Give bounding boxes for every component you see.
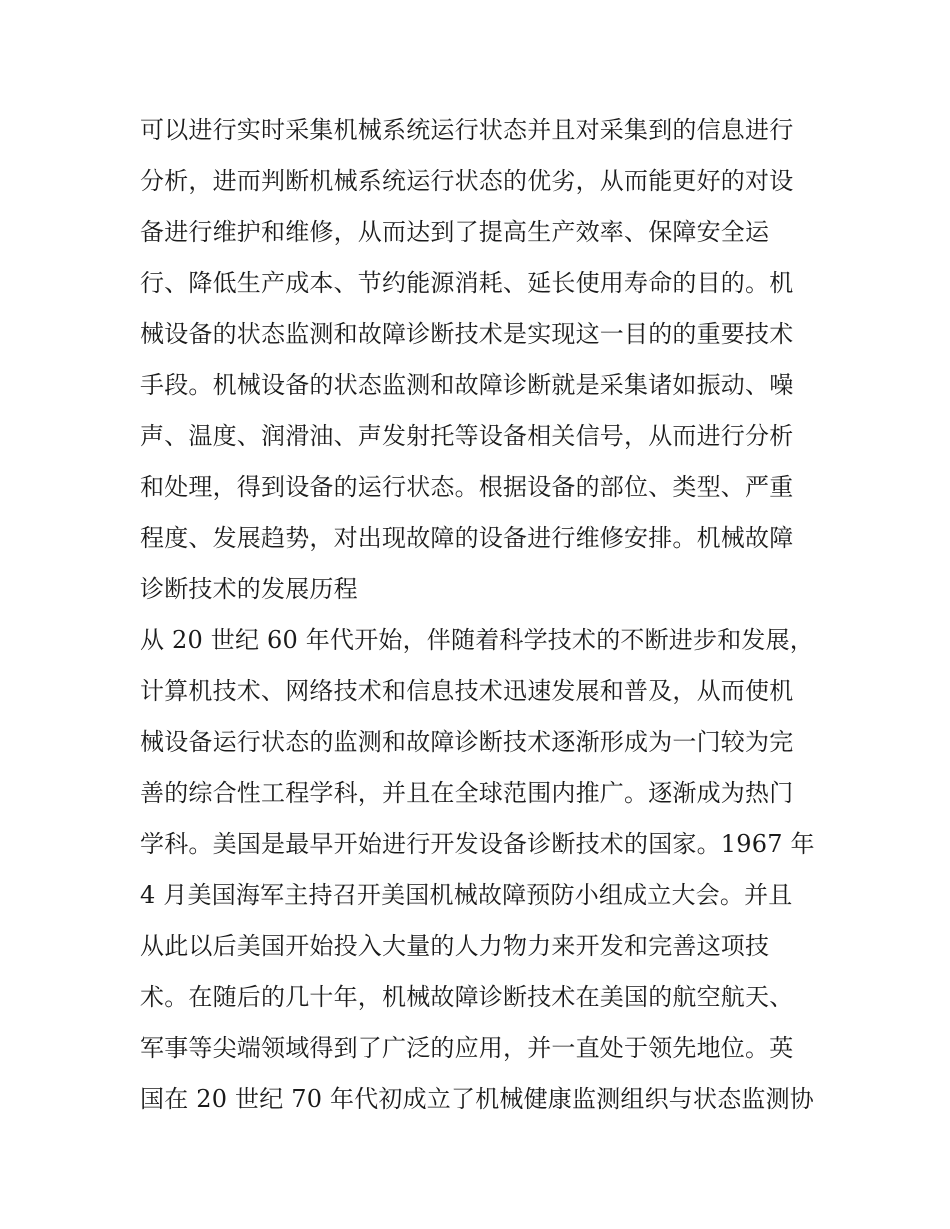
text-line: 善的综合性工程学科，并且在全球范围内推广。逐渐成为热门 (140, 779, 794, 807)
text-line: 计算机技术、网络技术和信息技术迅速发展和普及，从而使机 (140, 677, 794, 705)
text-line: 程度、发展趋势，对出现故障的设备进行维修安排。机械故障 (140, 524, 794, 552)
section-heading-line: 诊断技术的发展历程 (140, 575, 358, 603)
text-line: 从此以后美国开始投入大量的人力物力来开发和完善这项技 (140, 932, 770, 960)
text-line: 手段。机械设备的状态监测和故障诊断就是采集诸如振动、噪 (140, 371, 794, 399)
text-line: 从 20 世纪 60 年代开始，伴随着科学技术的不断进步和发展， (140, 626, 814, 654)
text-line: 行、降低生产成本、节约能源消耗、延长使用寿命的目的。机 (140, 269, 794, 297)
text-line: 术。在随后的几十年，机械故障诊断技术在美国的航空航天、 (140, 983, 794, 1011)
text-line: 备进行维护和维修，从而达到了提高生产效率、保障安全运 (140, 218, 770, 246)
body-text (140, 105, 820, 1125)
text-line: 械设备的状态监测和故障诊断技术是实现这一目的的重要技术 (140, 320, 794, 348)
text-line: 和处理，得到设备的运行状态。根据设备的部位、类型、严重 (140, 473, 794, 501)
text-line: 械设备运行状态的监测和故障诊断技术逐渐形成为一门较为完 (140, 728, 794, 756)
text-line: 军事等尖端领域得到了广泛的应用，并一直处于领先地位。英 (140, 1034, 794, 1062)
text-line: 分析，进而判断机械系统运行状态的优劣，从而能更好的对设 (140, 167, 794, 195)
text-line: 学科。美国是最早开始进行开发设备诊断技术的国家。1967 年 (140, 830, 815, 858)
text-line: 可以进行实时采集机械系统运行状态并且对采集到的信息进行 (140, 116, 794, 144)
text-line: 国在 20 世纪 70 年代初成立了机械健康监测组织与状态监测协 (140, 1085, 814, 1113)
text-line: 声、温度、润滑油、声发射托等设备相关信号，从而进行分析 (140, 422, 794, 450)
text-line: 4 月美国海军主持召开美国机械故障预防小组成立大会。并且 (140, 881, 793, 909)
